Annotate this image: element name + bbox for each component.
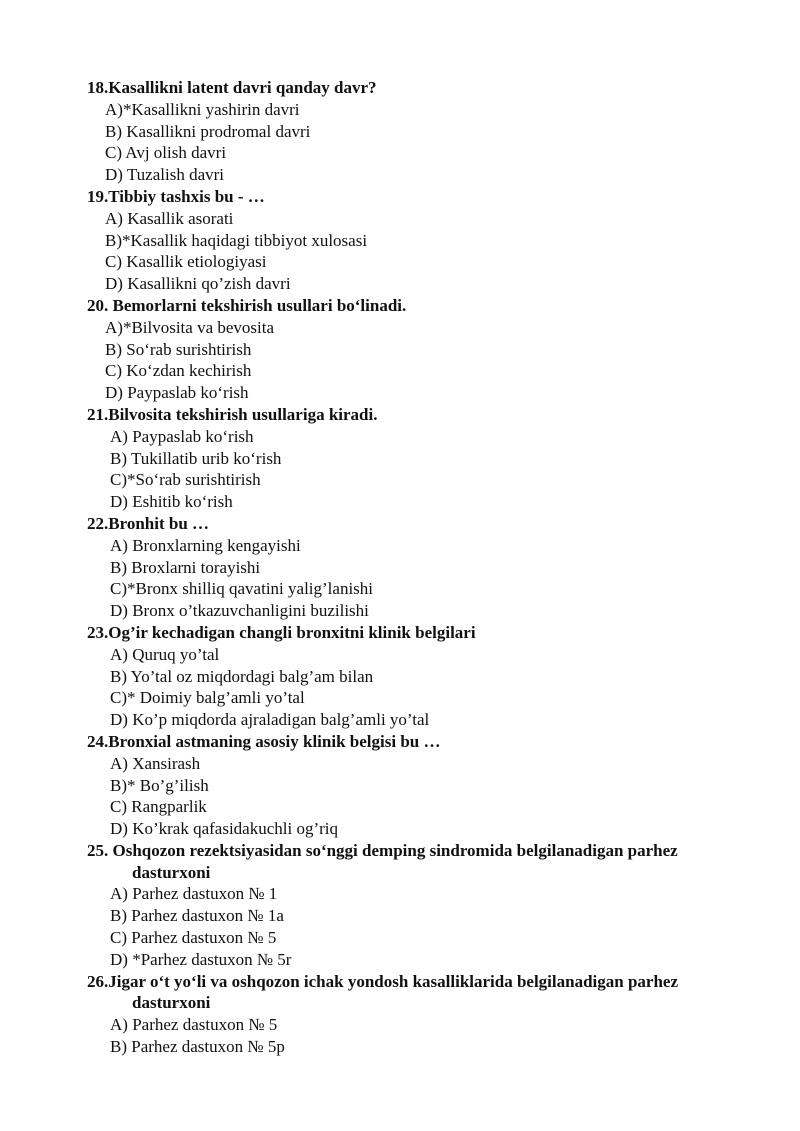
- option-a: A) Parhez dastuxon № 5: [110, 1015, 278, 1035]
- question-23: [87, 622, 750, 731]
- option-c: C) Rangparlik: [110, 797, 207, 817]
- question-26: [87, 971, 750, 1058]
- option-c: C)*Bronx shilliq qavatini yalig’lanishi: [110, 579, 374, 599]
- question-title: [87, 840, 750, 884]
- option-a: A) Xansirash: [110, 753, 201, 773]
- option-c: C)*So‘rab surishtirish: [110, 470, 261, 490]
- option-a: A) Kasallik asorati: [105, 208, 234, 228]
- option-c: C) Kasallik etiologiyasi: [105, 252, 267, 272]
- option-b: B) Kasallikni prodromal davri: [105, 121, 311, 141]
- option-a: A) Parhez dastuxon № 1: [110, 884, 278, 904]
- option-a: A) Quruq yo’tal: [110, 644, 220, 664]
- question-19: [87, 186, 750, 295]
- question-title: 23.Og’ir kechadigan changli bronxitni klinik belgilari: [87, 622, 476, 642]
- question-title: 22.Bronhit bu …: [87, 513, 210, 533]
- question-18: [87, 77, 750, 186]
- question-25: [87, 840, 750, 971]
- option-c: C)* Doimiy balg’amli yo’tal: [110, 688, 305, 708]
- option-b: B) Broxlarni torayishi: [110, 557, 261, 577]
- option-a: A) Paypaslab ko‘rish: [110, 426, 254, 446]
- question-21: [87, 404, 750, 513]
- question-title-continuation: dasturxoni: [132, 993, 211, 1013]
- option-c: C) Parhez dastuxon № 5: [110, 928, 277, 948]
- question-24: [87, 731, 750, 840]
- option-d: D) Tuzalish davri: [105, 165, 224, 185]
- question-20: [87, 295, 750, 404]
- option-d: D) Paypaslab ko‘rish: [105, 383, 249, 403]
- option-a: A)*Bilvosita va bevosita: [105, 317, 275, 337]
- option-b: B) Tukillatib urib ko‘rish: [110, 448, 282, 468]
- option-d: D) Bronx o’tkazuvchanligini buzilishi: [110, 601, 369, 621]
- option-c: C) Ko‘zdan kechirish: [105, 361, 252, 381]
- option-c: C) Avj olish davri: [105, 143, 227, 163]
- question-title: 19.Tibbiy tashxis bu - …: [87, 186, 265, 206]
- question-22: [87, 513, 750, 622]
- question-title-line: 26.Jigar o‘t yo‘li va oshqozon ichak yondosh kasalliklarida belgilanadigan parhez: [87, 971, 679, 991]
- question-title: 20. Bemorlarni tekshirish usullari bo‘linadi.: [87, 295, 407, 315]
- option-b: B)* Bo’g’ilish: [110, 775, 209, 795]
- option-a: A) Bronxlarning kengayishi: [110, 535, 301, 555]
- option-b: B) So‘rab surishtirish: [105, 339, 252, 359]
- option-b: B) Parhez dastuxon № 5p: [110, 1037, 285, 1057]
- option-d: D) Ko’krak qafasidakuchli og’riq: [110, 819, 339, 839]
- question-title-line: 25. Oshqozon rezektsiyasidan so‘nggi demping sindromida belgilanadigan parhez: [87, 840, 678, 860]
- option-d: D) *Parhez dastuxon № 5r: [110, 949, 292, 969]
- question-title: 21.Bilvosita tekshirish usullariga kiradi.: [87, 404, 378, 424]
- option-b: B) Yo’tal oz miqdordagi balg’am bilan: [110, 666, 374, 686]
- question-title: [87, 971, 750, 1015]
- option-d: D) Kasallikni qo’zish davri: [105, 274, 291, 294]
- option-d: D) Eshitib ko‘rish: [110, 492, 233, 512]
- question-title: 24.Bronxial astmaning asosiy klinik belgisi bu …: [87, 731, 441, 751]
- option-b: B) Parhez dastuxon № 1a: [110, 906, 284, 926]
- question-title: 18.Kasallikni latent davri qanday davr?: [87, 78, 377, 97]
- option-d: D) Ko’p miqdorda ajraladigan balg’amli yo’tal: [110, 710, 430, 730]
- question-title-continuation: dasturxoni: [132, 862, 211, 882]
- option-b: B)*Kasallik haqidagi tibbiyot xulosasi: [105, 230, 368, 250]
- option-a: A)*Kasallikni yashirin davri: [105, 99, 300, 119]
